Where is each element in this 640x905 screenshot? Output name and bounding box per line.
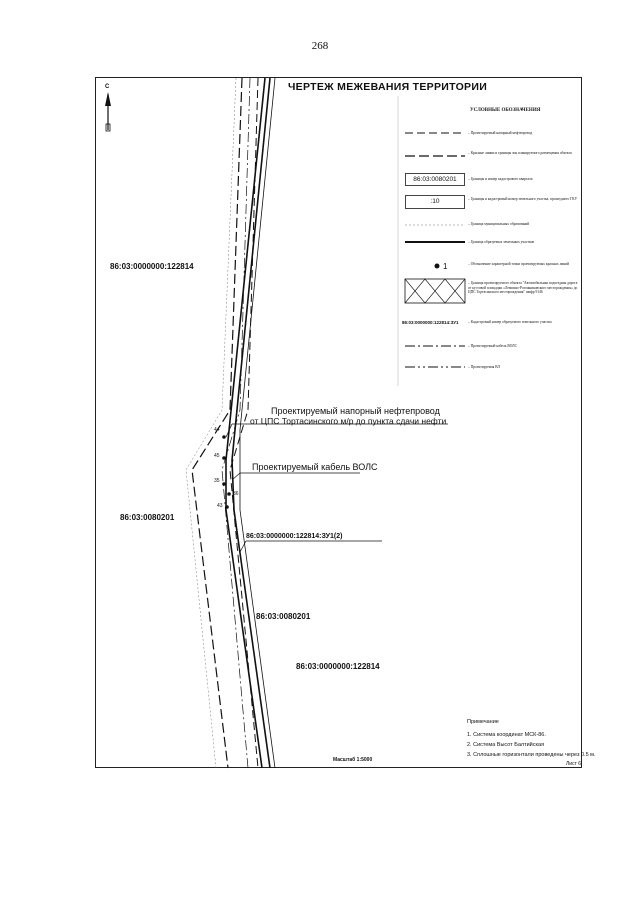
notes-header: Примечание (467, 719, 499, 725)
quarter-label-left: 86:03:0080201 (120, 513, 175, 522)
point-label: 43 (217, 503, 223, 509)
legend-item-vols: – Проектируемый кабель ВОЛС (468, 344, 517, 348)
page-number: 268 (311, 40, 329, 52)
legend-box-parcel: :10 (405, 195, 465, 209)
legend-item-parcel: – Границы и кадастровый номер земельного участка, прошедшего ГКУ (468, 197, 578, 201)
north-letter: С (105, 84, 110, 90)
point-label: 35 (214, 478, 220, 484)
note-item: 1. Система координат МСК-86. (467, 732, 546, 738)
legend-item-cadnum: – Кадастровый номер образуемого земельного участка (468, 320, 552, 324)
legend-header: УСЛОВНЫЕ ОБОЗНАЧЕНИЯ (470, 108, 541, 113)
legend-item-municipal: – Граница муниципальных образований (468, 222, 530, 226)
quarter-label-right: 86:03:0080201 (256, 612, 311, 621)
legend-symbols (405, 133, 465, 367)
parcel-label-left-top: 86:03:0000000:122814 (110, 262, 194, 271)
notes-block (467, 717, 595, 760)
sheet-label: Лист 6 (566, 761, 582, 767)
note-item: 2. Система Высот Балтийская (467, 742, 545, 748)
legend-item-vl: – Проектируемая ВЛ (468, 365, 500, 369)
legend-item-formed-parcels: – Граница образуемых земельных участков (468, 240, 535, 244)
legend-item-pipeline: – Проектируемый напорный нефтепровод (468, 131, 533, 135)
legend-item-red-lines: – Красные линии и границы зон планируемого размещения объекта (468, 151, 572, 155)
legend-item-point: – Обозначение характерной точки проектируемых красных линий (468, 262, 570, 266)
point-label: 45 (214, 453, 220, 459)
point-label: 36 (233, 491, 239, 497)
point-label: 44 (214, 427, 220, 433)
drawing-title: ЧЕРТЕЖ МЕЖЕВАНИЯ ТЕРРИТОРИИ (288, 81, 488, 93)
note-item: 3. Сплошные горизонтали проведены через 0.5 м. (467, 752, 596, 758)
legend-cadnum-label: 86:03:0000000:122814:ЗУ1 (402, 320, 459, 325)
pipeline-label-line2: от ЦПС Тортасинского м/р до пункта сдачи нефти (250, 416, 447, 426)
north-arrow-icon (105, 92, 111, 131)
legend-point-label: 1 (443, 262, 448, 271)
legend-item-object-boundary: – Граница проектируемого объекта "Автомобильная подъездная дорога от кустовой площадки «Лемпино-Рогожниковского месторождения» до ЦПС Тортасинского месторождения" шифр 9146 (468, 281, 578, 295)
formed-parcel-label: 86:03:0000000:122814:ЗУ1(2) (246, 533, 343, 540)
legend-box-quarter: 86:03:0080201 (405, 173, 465, 186)
scale-label: Масштаб 1:5000 (333, 757, 373, 763)
pipeline-label-line1: Проектируемый напорный нефтепровод (271, 406, 440, 416)
parcel-label-right: 86:03:0000000:122814 (296, 662, 380, 671)
legend-item-quarter: – Границы и номер кадастрового квартала (468, 177, 533, 181)
vols-label: Проектируемый кабель ВОЛС (252, 462, 378, 472)
